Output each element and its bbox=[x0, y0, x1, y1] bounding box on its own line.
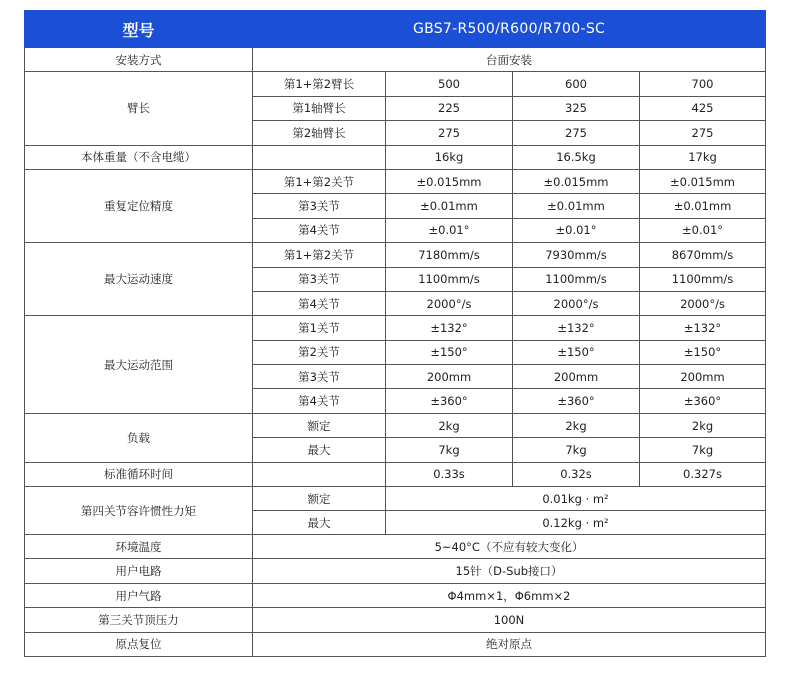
cell-value: 2000°/s bbox=[513, 291, 640, 315]
cell-value: 100N bbox=[253, 608, 766, 632]
cell-value: 16kg bbox=[386, 145, 513, 169]
cell-value: 5~40°C（不应有较大变化） bbox=[253, 535, 766, 559]
sub-label: 第3关节 bbox=[253, 194, 386, 218]
cell-value: 425 bbox=[640, 96, 766, 120]
row-inertia-1 bbox=[25, 487, 766, 511]
sub-label: 第1关节 bbox=[253, 316, 386, 340]
row-label: 本体重量（不含电缆） bbox=[25, 145, 253, 169]
cell-value: 325 bbox=[513, 96, 640, 120]
row-range-1 bbox=[25, 316, 766, 340]
row-press bbox=[25, 608, 766, 632]
cell-value: ±360° bbox=[513, 389, 640, 413]
cell-value: 1100mm/s bbox=[386, 267, 513, 291]
cell-value: 275 bbox=[513, 121, 640, 145]
empty-cell bbox=[253, 145, 386, 169]
sub-label: 第4关节 bbox=[253, 389, 386, 413]
cell-value: 7kg bbox=[386, 438, 513, 462]
cell-value: 2kg bbox=[640, 413, 766, 437]
row-weight bbox=[25, 145, 766, 169]
row-payload-1 bbox=[25, 413, 766, 437]
cell-value: ±0.01mm bbox=[513, 194, 640, 218]
sub-label: 第4关节 bbox=[253, 218, 386, 242]
cell-value: 0.33s bbox=[386, 462, 513, 486]
row-repeat-1 bbox=[25, 169, 766, 193]
cell-value: 2000°/s bbox=[386, 291, 513, 315]
row-label: 重复定位精度 bbox=[25, 169, 253, 242]
cell-value: 1100mm/s bbox=[640, 267, 766, 291]
cell-value: ±0.01° bbox=[640, 218, 766, 242]
cell-value: ±132° bbox=[386, 316, 513, 340]
cell-value: 台面安装 bbox=[253, 48, 766, 72]
sub-label: 第3关节 bbox=[253, 267, 386, 291]
cell-value: 0.32s bbox=[513, 462, 640, 486]
cell-value: 0.01kg · m² bbox=[386, 487, 766, 511]
cell-value: ±0.01mm bbox=[640, 194, 766, 218]
cell-value: 200mm bbox=[513, 365, 640, 389]
cell-value: ±0.01mm bbox=[386, 194, 513, 218]
cell-value: 绝对原点 bbox=[253, 632, 766, 656]
sub-label: 第1+第2关节 bbox=[253, 169, 386, 193]
model-value: GBS7-R500/R600/R700-SC bbox=[253, 11, 766, 48]
row-label: 臂长 bbox=[25, 72, 253, 145]
cell-value: 15针（D-Sub接口） bbox=[253, 559, 766, 583]
cell-value: 275 bbox=[640, 121, 766, 145]
cell-value: 200mm bbox=[386, 365, 513, 389]
row-label: 原点复位 bbox=[25, 632, 253, 656]
cell-value: 225 bbox=[386, 96, 513, 120]
sub-label: 第2轴臂长 bbox=[253, 121, 386, 145]
cell-value: ±150° bbox=[640, 340, 766, 364]
row-mount bbox=[25, 48, 766, 72]
cell-value: 275 bbox=[386, 121, 513, 145]
row-label: 第三关节顶压力 bbox=[25, 608, 253, 632]
cell-value: 1100mm/s bbox=[513, 267, 640, 291]
cell-value: 700 bbox=[640, 72, 766, 96]
cell-value: ±132° bbox=[513, 316, 640, 340]
cell-value: 0.12kg · m² bbox=[386, 511, 766, 535]
row-label: 安装方式 bbox=[25, 48, 253, 72]
row-label: 用户电路 bbox=[25, 559, 253, 583]
row-arm-1 bbox=[25, 72, 766, 96]
cell-value: 0.327s bbox=[640, 462, 766, 486]
cell-value: 2000°/s bbox=[640, 291, 766, 315]
cell-value: ±360° bbox=[386, 389, 513, 413]
row-circuit bbox=[25, 559, 766, 583]
row-label: 第四关节容许惯性力矩 bbox=[25, 487, 253, 535]
cell-value: 7kg bbox=[640, 438, 766, 462]
cell-value: 8670mm/s bbox=[640, 243, 766, 267]
row-label: 负载 bbox=[25, 413, 253, 462]
model-label: 型号 bbox=[25, 11, 253, 48]
cell-value: Φ4mm×1，Φ6mm×2 bbox=[253, 583, 766, 607]
header-row bbox=[25, 11, 766, 48]
sub-label: 额定 bbox=[253, 413, 386, 437]
cell-value: 16.5kg bbox=[513, 145, 640, 169]
cell-value: ±0.015mm bbox=[513, 169, 640, 193]
row-air bbox=[25, 583, 766, 607]
sub-label: 第1+第2臂长 bbox=[253, 72, 386, 96]
cell-value: 17kg bbox=[640, 145, 766, 169]
cell-value: ±0.01° bbox=[386, 218, 513, 242]
empty-cell bbox=[253, 462, 386, 486]
cell-value: ±132° bbox=[640, 316, 766, 340]
row-temp bbox=[25, 535, 766, 559]
row-label: 环境温度 bbox=[25, 535, 253, 559]
sub-label: 第3关节 bbox=[253, 365, 386, 389]
row-label: 最大运动速度 bbox=[25, 243, 253, 316]
cell-value: 2kg bbox=[386, 413, 513, 437]
sub-label: 最大 bbox=[253, 511, 386, 535]
cell-value: 7930mm/s bbox=[513, 243, 640, 267]
cell-value: ±150° bbox=[513, 340, 640, 364]
cell-value: ±0.015mm bbox=[640, 169, 766, 193]
cell-value: 500 bbox=[386, 72, 513, 96]
sub-label: 额定 bbox=[253, 487, 386, 511]
row-label: 用户气路 bbox=[25, 583, 253, 607]
sub-label: 第1轴臂长 bbox=[253, 96, 386, 120]
cell-value: 200mm bbox=[640, 365, 766, 389]
sub-label: 最大 bbox=[253, 438, 386, 462]
cell-value: ±0.015mm bbox=[386, 169, 513, 193]
sub-label: 第4关节 bbox=[253, 291, 386, 315]
row-cycle bbox=[25, 462, 766, 486]
row-label: 最大运动范围 bbox=[25, 316, 253, 414]
sub-label: 第2关节 bbox=[253, 340, 386, 364]
cell-value: ±150° bbox=[386, 340, 513, 364]
cell-value: 7kg bbox=[513, 438, 640, 462]
cell-value: 600 bbox=[513, 72, 640, 96]
spec-table bbox=[24, 10, 766, 657]
row-speed-1 bbox=[25, 243, 766, 267]
sub-label: 第1+第2关节 bbox=[253, 243, 386, 267]
row-home bbox=[25, 632, 766, 656]
cell-value: ±360° bbox=[640, 389, 766, 413]
cell-value: 2kg bbox=[513, 413, 640, 437]
cell-value: 7180mm/s bbox=[386, 243, 513, 267]
row-label: 标准循环时间 bbox=[25, 462, 253, 486]
cell-value: ±0.01° bbox=[513, 218, 640, 242]
